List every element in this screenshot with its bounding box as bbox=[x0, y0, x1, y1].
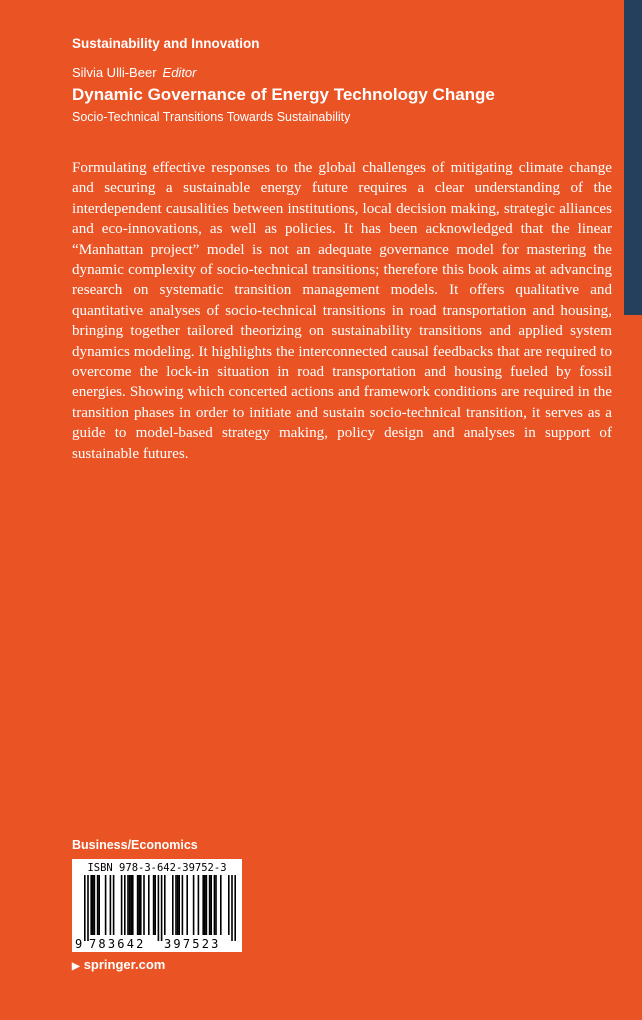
ean-right-digits: 397523 bbox=[164, 937, 221, 951]
ean-left-digits: 783642 bbox=[89, 937, 146, 951]
barcode-bar bbox=[90, 875, 92, 935]
barcode-bar bbox=[97, 875, 99, 935]
barcode-bar bbox=[215, 875, 217, 935]
barcode-bar bbox=[148, 875, 150, 935]
editor-name: Silvia Ulli-Beer bbox=[72, 65, 157, 80]
publisher-link[interactable] bbox=[72, 957, 165, 972]
barcode-bar bbox=[94, 875, 96, 935]
barcode-bar bbox=[132, 875, 134, 935]
editor-role: Editor bbox=[162, 65, 197, 80]
barcode-bar bbox=[182, 875, 184, 935]
barcode-bar bbox=[92, 875, 94, 935]
editor-line bbox=[72, 65, 197, 80]
spine-accent-bar bbox=[624, 0, 642, 315]
barcode-bar bbox=[87, 875, 89, 941]
barcode-bar bbox=[127, 875, 129, 935]
barcode-bar bbox=[138, 875, 140, 935]
barcode-bar bbox=[153, 875, 155, 935]
arrow-icon: ▶ bbox=[72, 961, 80, 972]
publisher-url: springer.com bbox=[83, 957, 166, 972]
barcode-bar bbox=[178, 875, 180, 935]
barcode-bar bbox=[186, 875, 188, 935]
barcode-bar bbox=[234, 875, 236, 941]
barcode-bar bbox=[140, 875, 142, 935]
barcode-bar bbox=[143, 875, 145, 935]
barcode-bar bbox=[158, 875, 160, 941]
barcode-bar bbox=[231, 875, 233, 941]
book-description: Formulating effective responses to the global challenges of mitigating climate change and securing a sustainable energy future requires a clear understanding of the interdependent causalities between institutions, local decision making, strategic alliances and eco-innovations, as well as policies. It has been acknowledged that the linear “Manhattan project” model is not an adequate governance model for mastering the dynamic complexity of socio-technical transitions; therefore this book aims at advancing research on systematic transition management models. It offers qualitative and quantitative analyses of socio-technical transitions in road transportation and housing, bringing together tailored theorizing on sustainability transitions and applied system dynamics modeling. It highlights the interconnected causal feedbacks that are required to overcome the lock-in situation in road transportation and housing fueled by fossil energies. Showing which concerted actions and framework conditions are required in the transition phases in order to initiate and sustain socio-technical transition, it serves as a guide to model-based strategy making, policy design and analyses in support of sustainable futures. bbox=[72, 160, 612, 462]
barcode-bar bbox=[206, 875, 208, 935]
barcode-bar bbox=[105, 875, 107, 935]
category-label: Business/Economics bbox=[72, 838, 198, 852]
isbn-barcode bbox=[72, 859, 242, 952]
barcode-bar bbox=[164, 875, 166, 935]
barcode-bar bbox=[198, 875, 200, 935]
barcode-bar bbox=[124, 875, 126, 935]
book-title: Dynamic Governance of Energy Technology Change bbox=[72, 85, 495, 104]
barcode-bar bbox=[214, 875, 216, 935]
barcode-bar bbox=[210, 875, 212, 935]
barcode-bar bbox=[113, 875, 115, 935]
barcode-bar bbox=[193, 875, 195, 935]
barcode-bar bbox=[209, 875, 211, 935]
book-subtitle: Socio-Technical Transitions Towards Sustainability bbox=[72, 110, 351, 124]
barcode-bar bbox=[228, 875, 230, 935]
barcode-bar bbox=[154, 875, 156, 935]
barcode-bar bbox=[220, 875, 222, 935]
barcode-bar bbox=[202, 875, 204, 935]
barcode-bar bbox=[177, 875, 179, 935]
barcode-bar bbox=[110, 875, 112, 935]
barcode-bar bbox=[84, 875, 86, 941]
barcode-bar bbox=[121, 875, 123, 935]
barcode-bar bbox=[130, 875, 132, 935]
ean-first-digit: 9 bbox=[75, 937, 83, 951]
barcode-bar bbox=[129, 875, 131, 935]
barcode-bar bbox=[172, 875, 174, 935]
barcode-bar bbox=[98, 875, 100, 935]
series-name: Sustainability and Innovation bbox=[72, 36, 260, 51]
barcode-bar bbox=[161, 875, 163, 941]
barcode-bar bbox=[204, 875, 206, 935]
isbn-label: ISBN 978-3-642-39752-3 bbox=[87, 862, 227, 874]
barcode-bar bbox=[137, 875, 139, 935]
barcode-bar bbox=[175, 875, 177, 935]
